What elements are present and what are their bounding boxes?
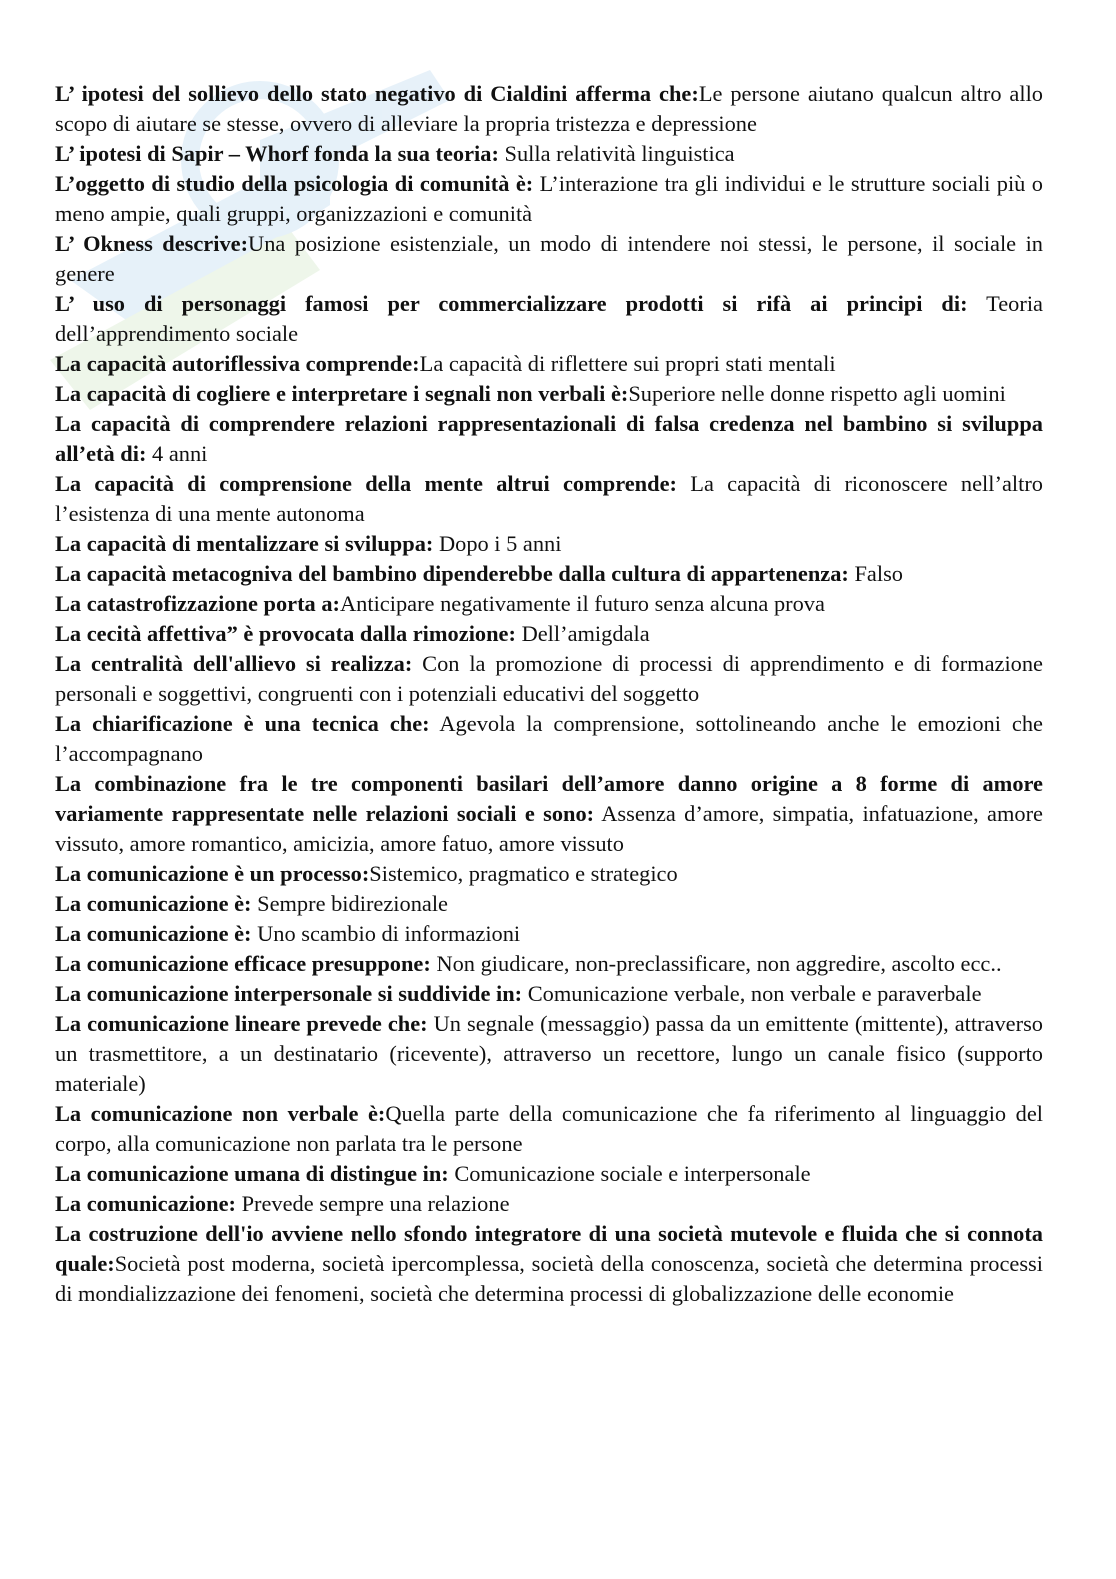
answer-text: Sistemico, pragmatico e strategico bbox=[369, 861, 678, 886]
question-text: La comunicazione è: bbox=[55, 921, 252, 946]
question-text: La combinazione fra le tre componenti basilari dell’amore danno origine a 8 forme di amore variamente rappresentate nelle relazioni sociali e sono: bbox=[55, 771, 1043, 826]
qa-entry bbox=[55, 1009, 1043, 1099]
question-text: La comunicazione non verbale è: bbox=[55, 1101, 386, 1126]
qa-entry bbox=[55, 379, 1043, 409]
qa-entry bbox=[55, 859, 1043, 889]
question-text: La centralità dell'allievo si realizza: bbox=[55, 651, 413, 676]
question-text: La capacità metacogniva del bambino dipenderebbe dalla cultura di appartenenza: bbox=[55, 561, 849, 586]
question-text: La capacità di cogliere e interpretare i segnali non verbali è: bbox=[55, 381, 629, 406]
answer-text: Dopo i 5 anni bbox=[433, 531, 562, 556]
qa-entry bbox=[55, 589, 1043, 619]
qa-entry bbox=[55, 1219, 1043, 1309]
qa-entry bbox=[55, 169, 1043, 229]
qa-entry bbox=[55, 769, 1043, 859]
question-text: La comunicazione lineare prevede che: bbox=[55, 1011, 428, 1036]
answer-text: Superiore nelle donne rispetto agli uomini bbox=[628, 381, 1006, 406]
question-text: La catastrofizzazione porta a: bbox=[55, 591, 340, 616]
question-text: La capacità autoriflessiva comprende: bbox=[55, 351, 420, 376]
question-text: L’ ipotesi di Sapir – Whorf fonda la sua teoria: bbox=[55, 141, 499, 166]
answer-text: Comunicazione sociale e interpersonale bbox=[448, 1161, 811, 1186]
qa-entry bbox=[55, 919, 1043, 949]
question-text: La comunicazione interpersonale si suddivide in: bbox=[55, 981, 523, 1006]
question-text: La comunicazione è un processo: bbox=[55, 861, 370, 886]
question-text: L’oggetto di studio della psicologia di comunità è: bbox=[55, 171, 534, 196]
question-text: La capacità di comprendere relazioni rappresentazionali di falsa credenza nel bambino si sviluppa all’età di: bbox=[55, 411, 1043, 466]
qa-entry bbox=[55, 289, 1043, 349]
answer-text: Società post moderna, società ipercomplessa, società della conoscenza, società che determina processi di mondializzazione dei fenomeni, società che determina processi di globalizzazione delle economie bbox=[55, 1251, 1043, 1306]
qa-entry bbox=[55, 559, 1043, 589]
question-text: La costruzione dell'io avviene nello sfondo integratore di una società mutevole e fluida che si connota quale: bbox=[55, 1221, 1043, 1276]
qa-entry bbox=[55, 229, 1043, 289]
qa-entry bbox=[55, 139, 1043, 169]
question-text: La comunicazione umana di distingue in: bbox=[55, 1161, 449, 1186]
answer-text: L’interazione tra gli individui e le strutture sociali più o meno ampie, quali gruppi, organizzazioni e comunità bbox=[55, 171, 1043, 226]
answer-text: Agevola la comprensione, sottolineando anche le emozioni che l’accompagnano bbox=[55, 711, 1043, 766]
answer-text: Una posizione esistenziale, un modo di intendere noi stessi, le persone, il sociale in genere bbox=[55, 231, 1043, 286]
answer-text: La capacità di riflettere sui propri stati mentali bbox=[419, 351, 836, 376]
qa-entry bbox=[55, 709, 1043, 769]
question-text: La capacità di comprensione della mente altrui comprende: bbox=[55, 471, 677, 496]
qa-entry bbox=[55, 469, 1043, 529]
answer-text: Un segnale (messaggio) passa da un emittente (mittente), attraverso un trasmettitore, a un destinatario (ricevente), attraverso un recettore, lungo un canale fisico (supporto materiale) bbox=[55, 1011, 1043, 1096]
answer-text: Dell’amigdala bbox=[515, 621, 650, 646]
qa-entry bbox=[55, 979, 1043, 1009]
answer-text: Anticipare negativamente il futuro senza alcuna prova bbox=[340, 591, 825, 616]
question-text: La comunicazione è: bbox=[55, 891, 252, 916]
question-text: La chiarificazione è una tecnica che: bbox=[55, 711, 430, 736]
answer-text: La capacità di riconoscere nell’altro l’esistenza di una mente autonoma bbox=[55, 471, 1043, 526]
question-text: L’ ipotesi del sollievo dello stato negativo di Cialdini afferma che: bbox=[55, 81, 699, 106]
qa-entry bbox=[55, 529, 1043, 559]
qa-entry bbox=[55, 349, 1043, 379]
qa-entry bbox=[55, 1189, 1043, 1219]
answer-text: Non giudicare, non-preclassificare, non aggredire, ascolto ecc.. bbox=[430, 951, 1002, 976]
question-text: La capacità di mentalizzare si sviluppa: bbox=[55, 531, 434, 556]
answer-text: 4 anni bbox=[146, 441, 208, 466]
answer-text: Falso bbox=[848, 561, 903, 586]
answer-text: Sempre bidirezionale bbox=[251, 891, 448, 916]
question-text: L’ Okness descrive: bbox=[55, 231, 249, 256]
answer-text: Comunicazione verbale, non verbale e paraverbale bbox=[522, 981, 982, 1006]
qa-entry bbox=[55, 949, 1043, 979]
question-text: L’ uso di personaggi famosi per commercializzare prodotti si rifà ai principi di: bbox=[55, 291, 968, 316]
qa-entry bbox=[55, 1159, 1043, 1189]
answer-text: Sulla relatività linguistica bbox=[498, 141, 735, 166]
answer-text: Teoria dell’apprendimento sociale bbox=[55, 291, 1043, 346]
answer-text: Con la promozione di processi di apprendimento e di formazione personali e soggettivi, congruenti con i potenziali educativi del soggetto bbox=[55, 651, 1043, 706]
answer-text: Assenza d’amore, simpatia, infatuazione, amore vissuto, amore romantico, amicizia, amore fatuo, amore vissuto bbox=[55, 801, 1043, 856]
qa-entry bbox=[55, 409, 1043, 469]
answer-text: Quella parte della comunicazione che fa riferimento al linguaggio del corpo, alla comunicazione non parlata tra le persone bbox=[55, 1101, 1043, 1156]
qa-entry bbox=[55, 1099, 1043, 1159]
qa-entry bbox=[55, 79, 1043, 139]
qa-entry bbox=[55, 889, 1043, 919]
question-text: La comunicazione: bbox=[55, 1191, 236, 1216]
qa-entry bbox=[55, 649, 1043, 709]
qa-entry bbox=[55, 619, 1043, 649]
question-text: La comunicazione efficace presuppone: bbox=[55, 951, 431, 976]
qa-list bbox=[55, 79, 1043, 1309]
answer-text: Le persone aiutano qualcun altro allo scopo di aiutare se stesse, ovvero di alleviare la propria tristezza e depressione bbox=[55, 81, 1043, 136]
question-text: La cecità affettiva” è provocata dalla rimozione: bbox=[55, 621, 516, 646]
answer-text: Uno scambio di informazioni bbox=[251, 921, 521, 946]
answer-text: Prevede sempre una relazione bbox=[235, 1191, 510, 1216]
